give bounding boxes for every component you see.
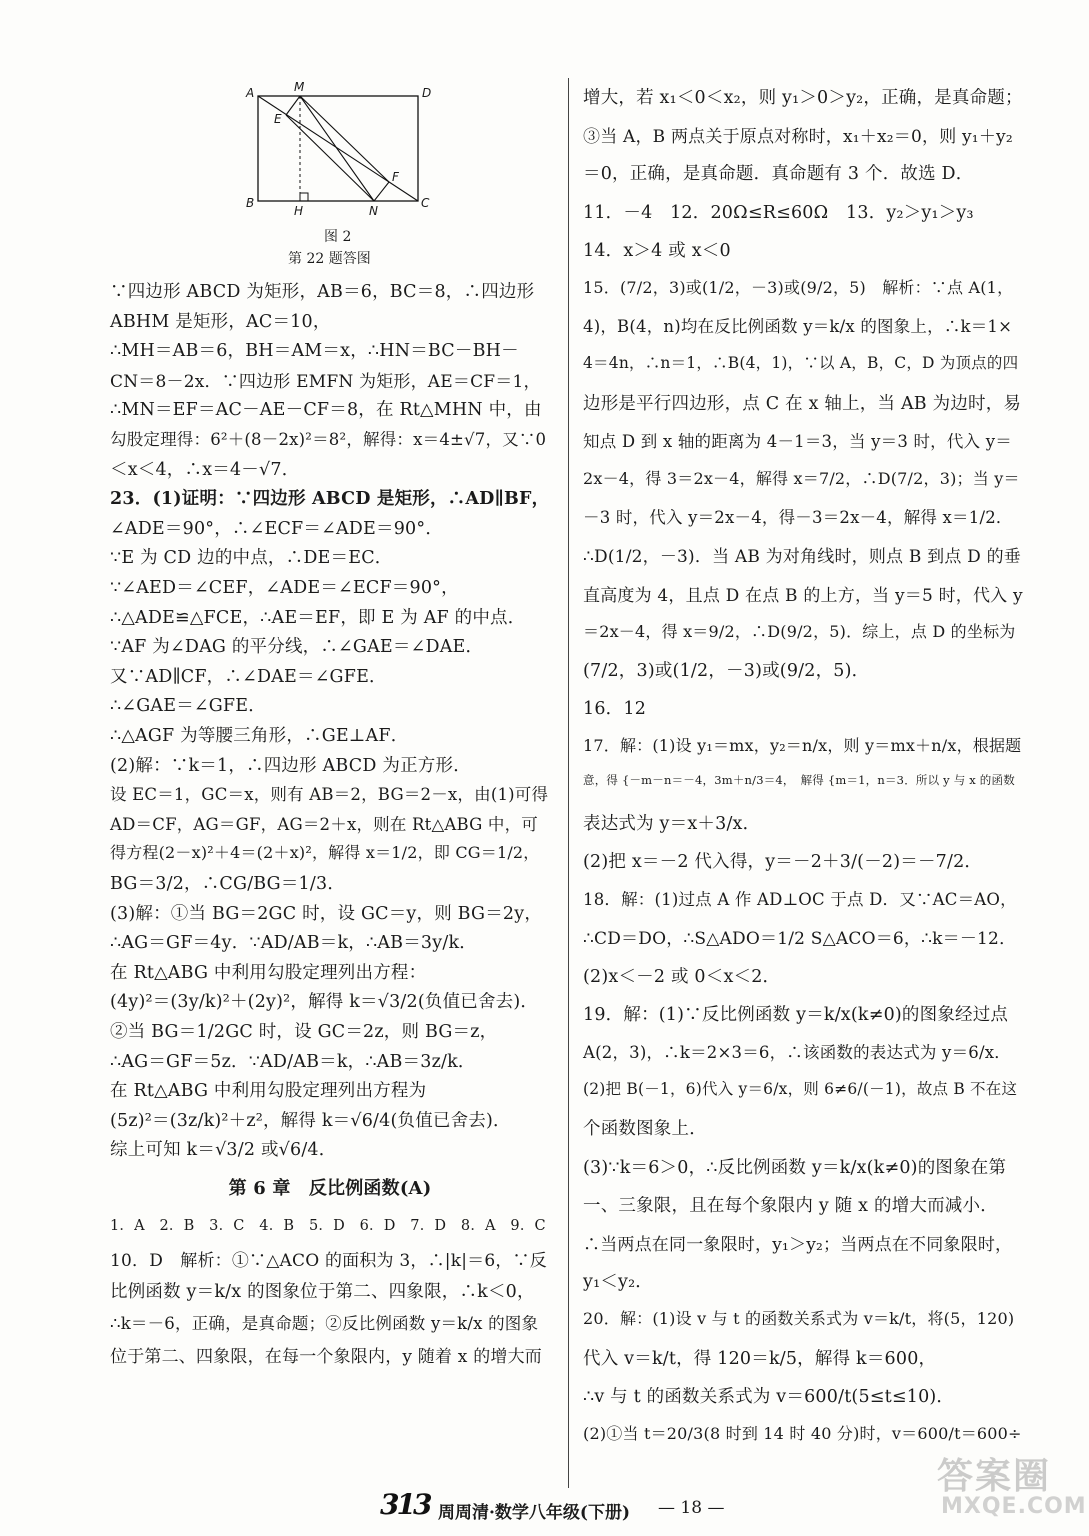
- left-text-line: ∵四边形 ABCD 为矩形，AB＝6，BC＝8，∴四边形: [110, 282, 535, 302]
- label-c: C: [421, 196, 430, 210]
- label-e: E: [274, 112, 282, 126]
- right-text-line: (2)把 x＝－2 代入得，y＝－2＋3/(－2)＝－7/2．: [583, 852, 983, 872]
- right-text-line: 2x－4，得 3＝2x－4，解得 x＝7/2，∴D(7/2，3)；当 y＝: [583, 469, 1020, 488]
- left-text-line: 又∵AD∥CF，∴∠DAE＝∠GFE．: [110, 666, 387, 687]
- left-text-line: CN＝8－2x．∵四边形 EMFN 为矩形，AE＝CF＝1，: [110, 371, 541, 392]
- watermark: [927, 1448, 1087, 1528]
- left-text-line: ABHM 是矩形，AC＝10，: [110, 311, 331, 332]
- page-number: — 18 —: [658, 1498, 725, 1518]
- figure-caption: 图 2: [324, 229, 352, 245]
- watermark-text: 答案圈: [937, 1456, 1052, 1497]
- brand-logo: 313: [380, 1488, 430, 1521]
- left-text-line: BG＝3/2，∴CG/BG＝1/3．: [110, 874, 346, 894]
- left-text-line: (4y)²＝(3y/k)²＋(2y)²，解得 k＝√3/2(负值已舍去)．: [110, 992, 539, 1013]
- right-text-line: (2)把 B(－1，6)代入 y＝6/x，则 6≠6/(－1)，故点 B 不在这: [583, 1080, 1018, 1099]
- right-text-line: (3)∵k＝6＞0，∴反比例函数 y＝k/x(k≠0)的图象在第: [583, 1157, 1007, 1178]
- right-text-line: y₁＜y₂．: [583, 1272, 654, 1293]
- answer-figure-caption: 第 22 题答图: [288, 251, 371, 267]
- left-text-line: ∴MN＝EF＝AC－AE－CF＝8，在 Rt△MHN 中，由: [110, 400, 542, 421]
- left-text-line: 综上可知 k＝√3/2 或√6/4．: [110, 1140, 337, 1161]
- geometry-diagram: [238, 78, 438, 218]
- figure: [238, 78, 438, 268]
- left-answer-line: 比例函数 y＝k/x 的图象位于第二、四象限，∴k＜0，: [110, 1282, 535, 1302]
- page-footer: [380, 1488, 880, 1528]
- right-text-line: 增大，若 x₁＜0＜x₂，则 y₁＞0＞y₂，正确，是真命题；: [583, 88, 1023, 108]
- right-text-line: 4)，B(4，n)均在反比例函数 y＝k/x 的图象上，∴k＝1×: [583, 317, 1013, 337]
- footer-title: 周周清·数学八年级(下册): [438, 1503, 631, 1523]
- left-text-line: ∴∠GAE＝∠GFE．: [110, 696, 266, 717]
- column-divider: [568, 78, 569, 1488]
- right-text-line: 代入 v＝k/t，得 120＝k/5，解得 k＝600，: [583, 1348, 937, 1369]
- right-text-line: ∴D(1/2，－3)．当 AB 为对角线时，则点 B 到点 D 的垂: [583, 547, 1021, 568]
- left-text-line: ∴AG＝GF＝5z．∵AD/AB＝k，∴AB＝3z/k．: [110, 1051, 476, 1072]
- right-text-line: 意，得 {－m－n＝－4，3m＋n/3＝4， 解得 {m＝1，n＝3．所以 y 与 x 的函数: [583, 772, 1015, 787]
- left-text-line: AD＝CF，AG＝GF，AG＝2＋x，则在 Rt△ABG 中，可: [110, 814, 539, 834]
- left-text-line: ∵∠AED＝∠CEF，∠ADE＝∠ECF＝90°，: [110, 578, 459, 598]
- left-text-line: 在 Rt△ABG 中利用勾股定理列出方程为: [110, 1081, 427, 1102]
- left-text-line: 在 Rt△ABG 中利用勾股定理列出方程：: [110, 962, 427, 983]
- right-text-line: 14．x＞4 或 x＜0: [583, 240, 731, 261]
- right-text-line: ＝2x－4，得 x＝9/2，∴D(9/2，5)．综上，点 D 的坐标为: [583, 621, 1016, 641]
- chapter-title: 第 6 章 反比例函数(A): [228, 1178, 432, 1199]
- left-text-line: ∴△AGF 为等腰三角形，∴GE⊥AF．: [110, 726, 409, 746]
- left-text-line: 设 EC＝1，GC＝x，则有 AB＝2，BG＝2－x，由(1)可得: [110, 785, 549, 805]
- left-text-line: (5z)²＝(3z/k)²＋z²，解得 k＝√6/4(负值已舍去)．: [110, 1110, 511, 1131]
- label-f: F: [392, 170, 399, 184]
- left-text-line: ∴MH＝AB＝6，BH＝AM＝x，∴HN＝BC－BH－: [110, 341, 519, 362]
- label-m: M: [294, 80, 305, 94]
- right-text-line: 一、三象限，且在每个象限内 y 随 x 的增大而减小．: [583, 1195, 998, 1216]
- right-text-line: ③当 A，B 两点关于原点对称时，x₁＋x₂＝0，则 y₁＋y₂: [583, 127, 1013, 148]
- left-text-line: ②当 BG＝1/2GC 时，设 GC＝2z，则 BG＝z，: [110, 1022, 498, 1042]
- right-text-line: ∴v 与 t 的函数关系式为 v＝600/t(5≤t≤10)．: [583, 1386, 955, 1407]
- right-text-line: (2)①当 t＝20/3(8 时到 14 时 40 分)时，v＝600/t＝600÷: [583, 1424, 1022, 1443]
- right-text-line: 个函数图象上．: [583, 1119, 707, 1140]
- right-text-line: ＝0，正确，是真命题．真命题有 3 个．故选 D．: [583, 164, 974, 185]
- right-text-line: 20．解：(1)设 v 与 t 的函数关系式为 v＝k/t，将(5，120): [583, 1309, 1015, 1329]
- right-text-line: 知点 D 到 x 轴的距离为 4－1＝3，当 y＝3 时，代入 y＝: [583, 431, 1012, 451]
- label-n: N: [369, 204, 378, 218]
- watermark-url: MXQE.COM: [941, 1494, 1087, 1519]
- left-text-line: (2)解：∵k＝1，∴四边形 ABCD 为正方形．: [110, 755, 471, 776]
- label-d: D: [422, 86, 432, 100]
- right-text-line: 边形是平行四边形，点 C 在 x 轴上，当 AB 为边时，易: [583, 393, 1022, 414]
- right-text-line: 17．解：(1)设 y₁＝mx，y₂＝n/x，则 y＝mx＋n/x，根据题: [583, 736, 1022, 756]
- left-answer-line: 1．A 2．B 3．C 4．B 5．D 6．D 7．D 8．A 9．C: [110, 1218, 546, 1234]
- left-answer-line: 位于第二、四象限，在每一个象限内，y 随着 x 的增大而: [110, 1347, 543, 1367]
- right-text-line: 表达式为 y＝x＋3/x．: [583, 813, 761, 834]
- right-text-line: 19．解：(1)∵反比例函数 y＝k/x(k≠0)的图象经过点: [583, 1004, 1009, 1025]
- right-text-line: ∴CD＝DO，∴S△ADO＝1/2 S△ACO＝6，∴k＝－12．: [583, 929, 1017, 950]
- label-h: H: [294, 204, 304, 218]
- left-text-line: 得方程(2－x)²＋4＝(2＋x)²，解得 x＝1/2，即 CG＝1/2，: [110, 843, 540, 863]
- label-b: B: [246, 196, 255, 210]
- right-text-line: －3 时，代入 y＝2x－4，得－3＝2x－4，解得 x＝1/2．: [583, 508, 1013, 528]
- right-text-line: (7/2，3)或(1/2，－3)或(9/2，5)．: [583, 661, 870, 681]
- right-text-line: 16．12: [583, 699, 647, 720]
- left-text-line: ∴△ADE≌△FCE，∴AE＝EF，即 E 为 AF 的中点．: [110, 607, 526, 628]
- right-text-line: 15．(7/2，3)或(1/2，－3)或(9/2，5) 解析：∵点 A(1，: [583, 278, 1014, 297]
- right-text-line: (2)x＜－2 或 0＜x＜2．: [583, 966, 781, 987]
- left-text-line: 勾股定理得：6²＋(8－2x)²＝8²，解得：x＝4±√7，又∵0: [110, 430, 547, 449]
- right-text-line: 直高度为 4，且点 D 在点 B 的上方，当 y＝5 时，代入 y: [583, 585, 1023, 606]
- left-text-line: ∵E 为 CD 边的中点，∴DE＝EC．: [110, 548, 393, 569]
- left-text-line: ∵AF 为∠DAG 的平分线，∴∠GAE＝∠DAE．: [110, 637, 484, 658]
- left-text-line: ＜x＜4，∴x＝4－√7．: [110, 459, 300, 480]
- right-text-line: A(2，3)，∴k＝2×3＝6，∴该函数的表达式为 y＝6/x．: [583, 1043, 1011, 1062]
- right-text-line: 11．－4 12．20Ω≤R≤60Ω 13．y₂＞y₁＞y₃: [583, 202, 974, 223]
- label-a: A: [246, 86, 255, 100]
- right-text-line: 4＝4n，∴n＝1，∴B(4，1)，∵以 A，B，C，D 为顶点的四: [583, 354, 1019, 373]
- left-answer-line: 10．D 解析：①∵△ACO 的面积为 3，∴|k|＝6，∵反: [110, 1251, 547, 1271]
- left-text-line: ∴AG＝GF＝4y．∵AD/AB＝k，∴AB＝3y/k．: [110, 933, 477, 954]
- left-text-line: 23．(1)证明：∵四边形 ABCD 是矩形，∴AD∥BF，: [110, 489, 550, 510]
- left-answer-line: ∴k＝－6，正确，是真命题；②反比例函数 y＝k/x 的图象: [110, 1314, 539, 1333]
- left-text-line: ∠ADE＝90°，∴∠ECF＝∠ADE＝90°．: [110, 518, 444, 539]
- right-text-line: ∴当两点在同一象限时，y₁＞y₂；当两点在不同象限时，: [583, 1235, 1013, 1255]
- right-text-line: 18．解：(1)过点 A 作 AD⊥OC 于点 D．又∵AC＝AO，: [583, 890, 1017, 910]
- left-text-line: (3)解：①当 BG＝2GC 时，设 GC＝y，则 BG＝2y，: [110, 903, 543, 924]
